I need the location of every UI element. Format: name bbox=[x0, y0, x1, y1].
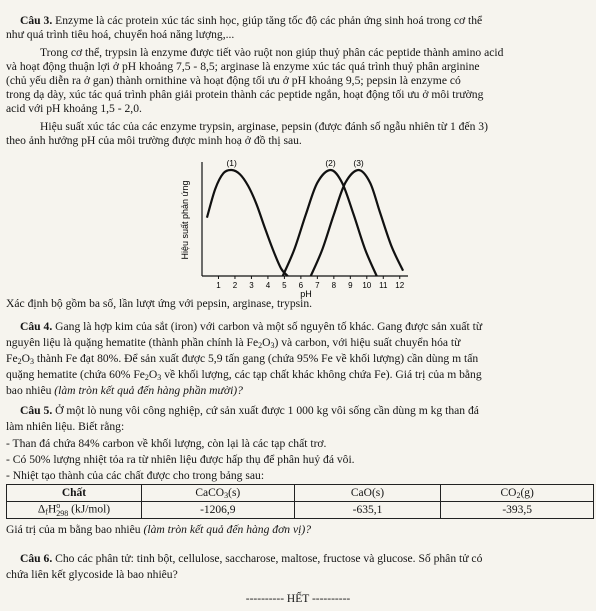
x-tick-label: 2 bbox=[232, 281, 238, 290]
chart-x-axis-label: pH bbox=[300, 289, 312, 299]
q4-text-3b: O bbox=[21, 352, 30, 365]
q6-line-1 bbox=[6, 552, 482, 566]
q4-line-1 bbox=[6, 320, 482, 334]
q4-line-4 bbox=[6, 368, 482, 385]
q4-sub: 3 bbox=[157, 373, 162, 382]
x-tick-label: 12 bbox=[395, 281, 405, 290]
q4-text-4b: O bbox=[148, 368, 158, 381]
sup-o: o bbox=[56, 501, 61, 510]
sub-298: 298 bbox=[56, 509, 69, 518]
q4-line-5 bbox=[6, 384, 243, 398]
x-tick-label: 11 bbox=[379, 281, 388, 290]
q3-ask: Xác định bộ gồm ba số, lần lượt ứng với pepsin, arginase, trypsin. bbox=[6, 297, 313, 310]
q4-text-3a: Fe bbox=[6, 352, 18, 365]
q3-line-3: Trong cơ thể, trypsin là enzyme được tiết vào ruột non giúp thuỷ phân các peptide thành amino acid bbox=[40, 46, 504, 59]
q4-label: Câu 4. bbox=[20, 320, 53, 333]
x-tick-label: 1 bbox=[216, 281, 221, 290]
table-header-cao: CaO(s) bbox=[294, 485, 441, 502]
q5-ask-a: Giá trị của m bằng bao nhiêu bbox=[6, 523, 144, 536]
q4-sub: 3 bbox=[29, 357, 34, 366]
x-tick-label: 7 bbox=[315, 281, 320, 290]
q5-bullet-1: - Than đá chứa 84% carbon về khối lượng, còn lại là các tạp chất trơ. bbox=[6, 437, 327, 450]
q6-text-1: Cho các phân tử: tinh bột, cellulose, saccharose, maltose, fructose và glucose. Số phân tử có bbox=[55, 552, 483, 565]
delta-symbol: Δ bbox=[37, 503, 46, 516]
caco3-text: CaCO bbox=[195, 486, 225, 499]
q4-line-3 bbox=[6, 352, 478, 369]
table-cell-co2: -393,5 bbox=[441, 502, 594, 519]
x-tick-label: 6 bbox=[298, 281, 304, 290]
q4-line-2 bbox=[6, 336, 460, 353]
table-header-chat: Chất bbox=[7, 485, 142, 502]
series-line-2 bbox=[283, 170, 377, 276]
formation-enthalpy-table bbox=[6, 484, 594, 519]
caco3-state: (s) bbox=[228, 486, 241, 499]
q4-sub: 2 bbox=[258, 341, 263, 350]
q4-sub: 2 bbox=[144, 373, 149, 382]
q4-text-2b: O bbox=[262, 336, 271, 349]
series-label-2: (2) bbox=[325, 158, 336, 168]
h-scripts bbox=[56, 502, 68, 518]
series-line-1 bbox=[207, 170, 288, 276]
x-tick-label: 3 bbox=[249, 281, 254, 290]
caco3-sub: 3 bbox=[224, 490, 229, 500]
table-cell-caco3: -1206,9 bbox=[142, 502, 295, 519]
q3-line-5: (chủ yếu diễn ra ở gan) thành ornithine và hoạt động tối ưu ở pH khoảng 9,5; pepsin là enzyme có bbox=[6, 74, 461, 87]
q5-ask-b: (làm tròn kết quả đến hàng đơn vị)? bbox=[143, 523, 311, 536]
unit-text: (kJ/mol) bbox=[68, 503, 111, 516]
q5-ask bbox=[6, 523, 311, 537]
q4-text-4a: quặng hematite (chứa 60% Fe bbox=[6, 368, 145, 381]
q3-line-9: theo ảnh hưởng pH của môi trường được minh hoạ ở đồ thị sau. bbox=[6, 134, 302, 147]
q4-sub: 2 bbox=[17, 357, 22, 366]
series-label-1: (1) bbox=[226, 158, 237, 168]
q5-line-1 bbox=[6, 404, 479, 418]
q3-line-7: acid với pH khoảng 1,5 - 2,0. bbox=[6, 102, 142, 115]
q5-text-1: Ở một lò nung vôi công nghiệp, cứ sản xuất được 1 000 kg vôi sống cần dùng m kg than đá bbox=[55, 404, 479, 417]
x-tick-label: 5 bbox=[282, 281, 287, 290]
series-label-3: (3) bbox=[353, 158, 364, 168]
table-row-label bbox=[7, 502, 142, 519]
co2-sub: 2 bbox=[516, 490, 521, 500]
table-row bbox=[7, 502, 594, 519]
end-marker: ---------- HẾT ---------- bbox=[245, 593, 351, 605]
co2-state: (g) bbox=[520, 486, 534, 499]
enzyme-ph-chart bbox=[178, 158, 413, 300]
table-cell-cao: -635,1 bbox=[294, 502, 441, 519]
q5-line-2: làm nhiên liệu. Biết rằng: bbox=[6, 420, 125, 433]
q4-text-5a: bao nhiêu bbox=[6, 384, 55, 397]
x-tick-label: 8 bbox=[331, 281, 337, 290]
x-tick-label: 10 bbox=[362, 281, 372, 290]
h-symbol: H bbox=[47, 503, 57, 516]
x-tick-label: 9 bbox=[348, 281, 353, 290]
q4-sub: 3 bbox=[270, 341, 275, 350]
q5-bullet-3: - Nhiệt tạo thành của các chất được cho trong bảng sau: bbox=[6, 469, 265, 482]
sub-f: f bbox=[45, 507, 48, 517]
q3-line-1 bbox=[6, 14, 482, 28]
q3-label: Câu 3. bbox=[20, 14, 53, 27]
q4-text-2c: ) và carbon, với hiệu suất chuyển hóa từ bbox=[274, 336, 461, 349]
q3-line-4: và hoạt động thuận lợi ở pH khoảng 7,5 - 8,5; arginase là enzyme xúc tác quá trình thuỷ phân arginine bbox=[6, 60, 480, 73]
q3-line-8: Hiệu suất xúc tác của các enzyme trypsin, arginase, pepsin (được đánh số ngẫu nhiên từ 1 đến 3) bbox=[40, 120, 488, 133]
q3-text-1: Enzyme là các protein xúc tác sinh học, giúp tăng tốc độ các phản ứng sinh hoá trong cơ thể bbox=[55, 14, 483, 27]
table-row bbox=[7, 485, 594, 502]
q4-text-3c: thành Fe đạt 80%. Để sản xuất được 5,9 tấn gang (chứa 95% Fe về khối lượng) cần dùng m tấn bbox=[33, 352, 479, 365]
x-tick-label: 4 bbox=[265, 281, 271, 290]
q5-label: Câu 5. bbox=[20, 404, 53, 417]
co2-text: CO bbox=[500, 486, 517, 499]
q3-line-6: trong dạ dày, xúc tác quá trình phân giải protein thành các peptide ngắn, hoạt động tối ưu ở môi trường bbox=[6, 88, 484, 101]
q3-line-2: như quá trình tiêu hoá, chuyển hoá năng lượng,... bbox=[6, 28, 235, 41]
table-header-co2 bbox=[441, 485, 594, 502]
q6-line-2: chứa liên kết glycoside là bao nhiêu? bbox=[6, 568, 178, 581]
q4-text-1: Gang là hợp kim của sắt (iron) với carbon và một số nguyên tố khác. Gang được sản xuất từ bbox=[55, 320, 483, 333]
chart-y-axis-label: Hiệu suất phản ứng bbox=[180, 180, 190, 260]
q4-text-2a: nguyên liệu là quặng hematite (thành phần chính là Fe bbox=[6, 336, 259, 349]
q5-bullet-2: - Có 50% lượng nhiệt tỏa ra từ nhiên liệu được hấp thụ để phân huỷ đá vôi. bbox=[6, 453, 355, 466]
table-header-caco3 bbox=[142, 485, 295, 502]
q6-label: Câu 6. bbox=[20, 552, 53, 565]
q4-text-5b: (làm tròn kết quả đến hàng phần mười)? bbox=[54, 384, 243, 397]
q4-text-4c: về khối lượng, các tạp chất khác không chứa Fe). Giá trị của m bằng bbox=[161, 368, 482, 381]
